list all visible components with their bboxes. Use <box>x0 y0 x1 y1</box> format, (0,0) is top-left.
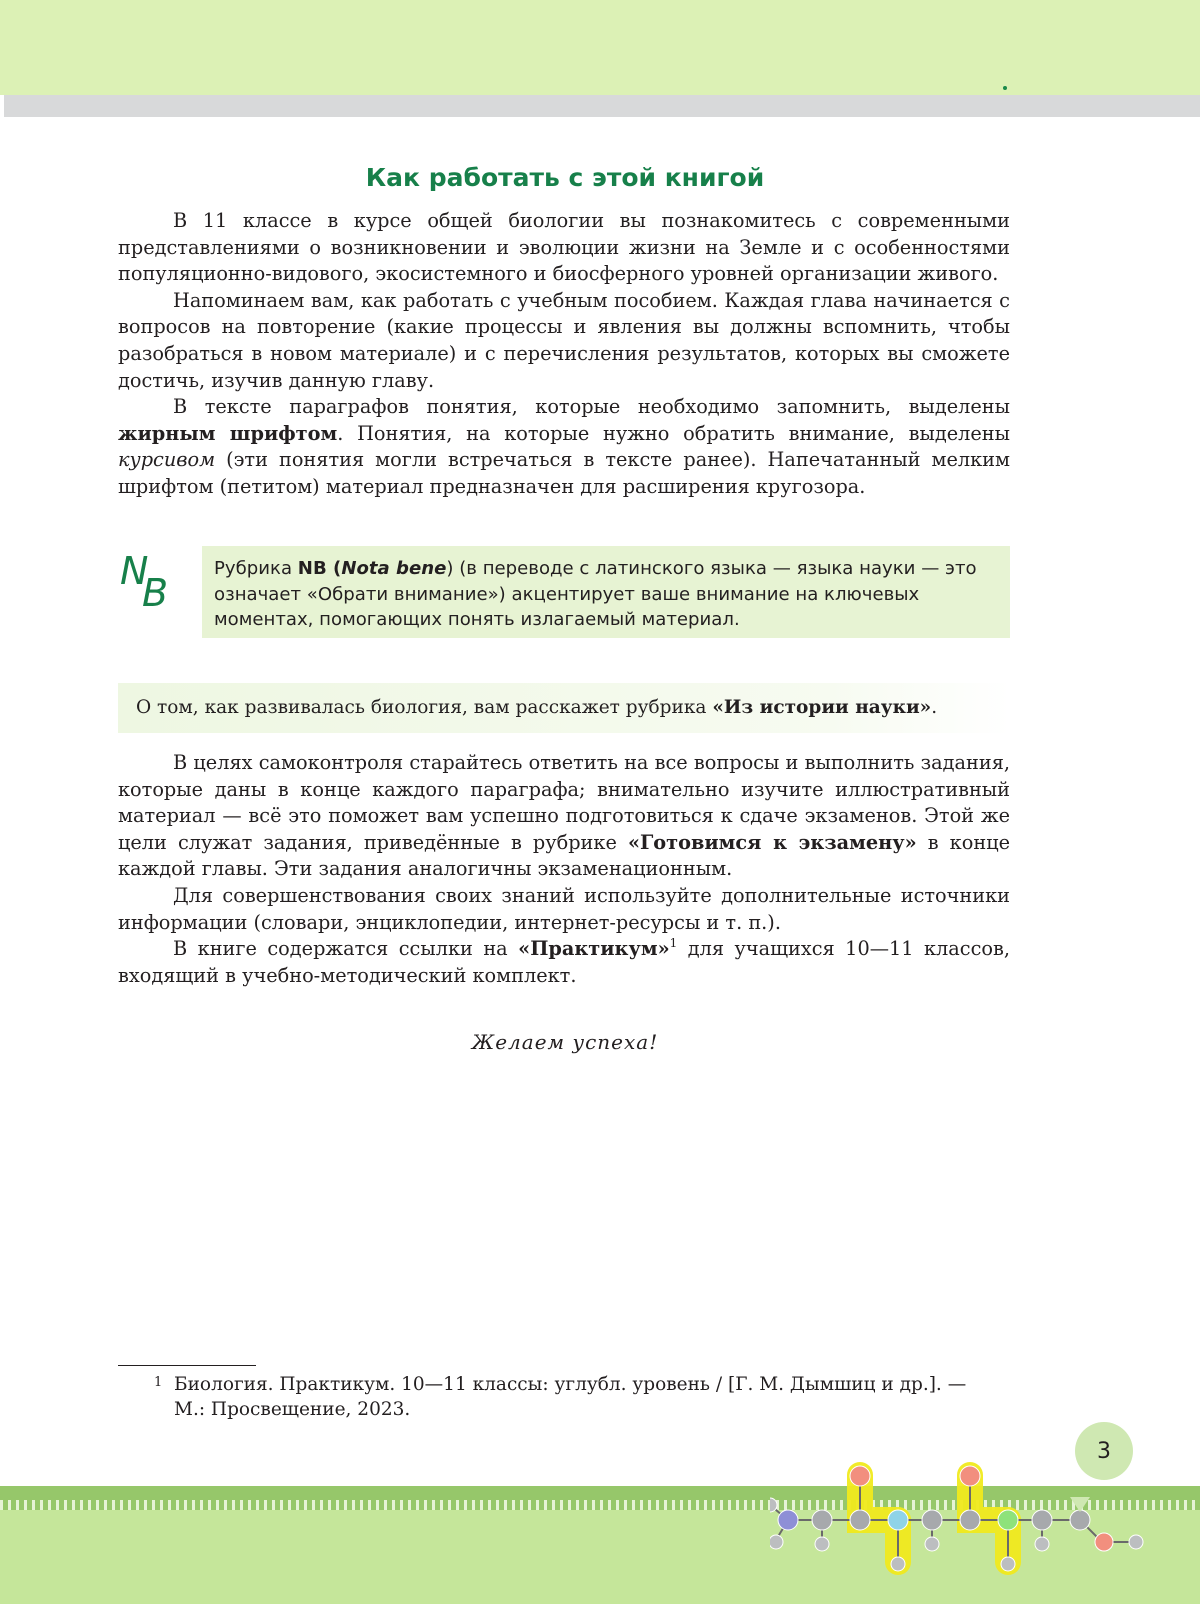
nb-rubric-box: Рубрика NB (Nota bene) (в переводе с латинского языка — языка науки — это означает «Обрати внимание») акцентирует ваше внимание на ключевых моментах, помогающих понять излагаемый материал. <box>202 546 1010 638</box>
footnote-line-2: М.: Просвещение, 2023. <box>174 1399 411 1420</box>
page-number-badge: 3 <box>1075 1422 1133 1480</box>
body-paragraph-2: Для совершенствования своих знаний используйте дополнительные источники информации (словари, энциклопедии, интернет-ресурсы и т. п.). <box>118 883 1010 934</box>
body-paragraph-1: В целях самоконтроля старайтесь ответить на все вопросы и выполнить задания, которые даны в конце каждого параграфа; внимательно изучите иллюстративный материал — всё это поможет вам успешно подготовиться к сдаче экзаменов. Этой же цели служат задания, приведённые в рубрике «Готовимся к экзамену» в конце каждой главы. Эти задания аналогичны экзаменационным. <box>118 751 1010 881</box>
history-rubric-box: О том, как развивалась биология, вам расскажет рубрика «Из истории науки». <box>118 683 1010 733</box>
intro-paragraph-2: Напоминаем вам, как работать с учебным пособием. Каждая глава начинается с вопросов на повторение (какие процессы и явления вы должны вспомнить, чтобы разобраться в новом материале) и с перечисления результатов, которых вы сможете достичь, изучив данную главу. <box>118 288 1010 392</box>
header-gray-strip <box>4 95 1200 117</box>
footnote-number: 1 <box>154 1375 163 1390</box>
intro-paragraph-3: В тексте параграфов понятия, которые необходимо запомнить, выделены жирным шрифтом. Понятия, на которые нужно обратить внимание, выделены курсивом (эти понятия могли встречаться в тексте ранее). Напечатанный мелким шрифтом (петитом) материал предназначен для расширения кругозора. <box>118 395 1011 498</box>
intro-paragraph-1: В 11 классе в курсе общей биологии вы познакомитесь с современными представлениями о возникновении и эволюции жизни на Земле и с особенностями популяционно-видового, экосистемного и биосферного уровней организации живого. <box>118 209 1010 286</box>
svg-text:B: B <box>142 571 169 610</box>
header-band <box>0 0 1200 95</box>
footnote <box>118 1372 1010 1422</box>
intro-text <box>118 208 1010 501</box>
footnote-rule <box>118 1365 256 1366</box>
page-title: Как работать с этой книгой <box>365 163 765 192</box>
svg-text:N: N <box>120 549 149 593</box>
italic-term: курсивом <box>118 448 216 472</box>
nb-logo-icon <box>118 546 178 610</box>
closing-wish: Желаем успеха! <box>471 1030 659 1054</box>
body-paragraph-3: В книге содержатся ссылки на «Практикум»$^1$ для учащихся 10—11 классов, входящий в учебно-методический комплект. <box>118 936 1010 987</box>
bold-term: жирным шрифтом <box>118 421 338 445</box>
footnote-ref: 1 <box>669 936 678 951</box>
body-text <box>118 750 1010 989</box>
footnote-line-1: Биология. Практикум. 10—11 классы: углубл. уровень / [Г. М. Дымшиц и др.]. — <box>174 1374 967 1395</box>
header-dot <box>1003 86 1007 90</box>
molecule-decoration-icon <box>770 1450 1190 1600</box>
